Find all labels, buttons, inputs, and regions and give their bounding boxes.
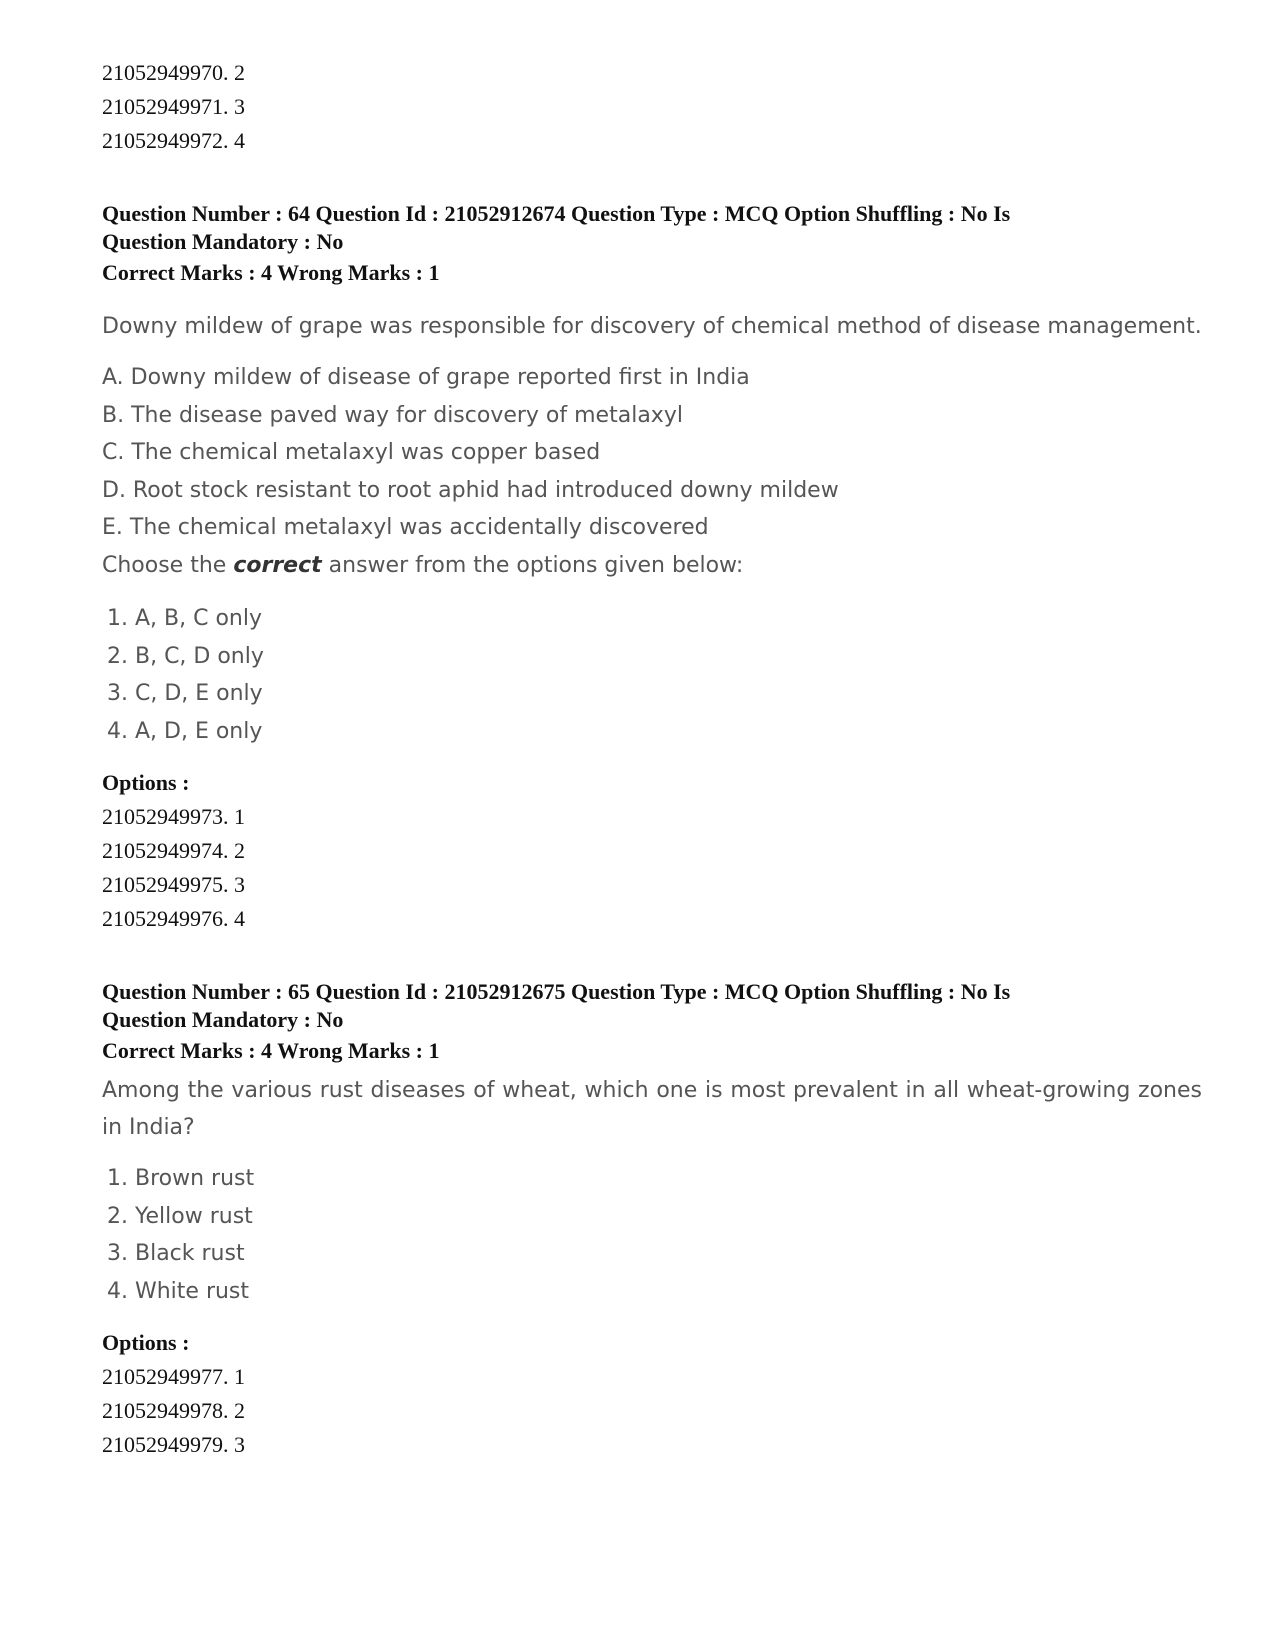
question-marks: Correct Marks : 4 Wrong Marks : 1	[102, 260, 440, 285]
answer-choice: 3. C, D, E only	[107, 681, 263, 706]
statement-item: A. Downy mildew of disease of grape reported first in India	[102, 365, 750, 390]
choose-prefix: Choose the	[102, 552, 234, 578]
options-list	[102, 800, 1202, 936]
option-id-line: 21052949975. 3	[102, 872, 245, 897]
question-meta-line: Question Number : 65 Question Id : 21052912675 Question Type : MCQ Option Shuffling : No Is	[102, 979, 1011, 1004]
answer-choice: 2. B, C, D only	[107, 643, 264, 669]
statement-items-list	[102, 359, 1202, 547]
option-id-line: 21052949976. 4	[102, 906, 245, 931]
question-statement: Downy mildew of grape was responsible for discovery of chemical method of disease management.	[102, 314, 1202, 339]
answer-choice: 1. A, B, C only	[107, 606, 262, 631]
question-statement: Among the various rust diseases of wheat, which one is most prevalent in all wheat-growing zones in India?	[102, 1078, 1202, 1140]
question-65	[102, 978, 1202, 1462]
question-marks: Correct Marks : 4 Wrong Marks : 1	[102, 1038, 440, 1063]
choose-emphasis: correct	[233, 552, 322, 578]
option-id-line: 21052949978. 2	[102, 1398, 245, 1423]
option-id-line: 21052949974. 2	[102, 838, 245, 863]
previous-options-list	[102, 56, 1202, 158]
question-meta-line: Question Mandatory : No	[102, 1007, 344, 1032]
choose-instruction	[102, 547, 1202, 585]
question-meta-line: Question Mandatory : No	[102, 229, 344, 254]
option-id-line: 21052949970. 2	[102, 60, 245, 85]
choose-suffix: answer from the options given below:	[321, 552, 744, 578]
statement-item: B. The disease paved way for discovery of metalaxyl	[102, 402, 683, 428]
answer-choice: 3. Black rust	[107, 1241, 245, 1266]
option-id-line: 21052949973. 1	[102, 804, 245, 829]
option-id-line: 21052949971. 3	[102, 94, 245, 119]
option-id-line: 21052949972. 4	[102, 128, 245, 153]
option-id-line: 21052949977. 1	[102, 1364, 245, 1389]
option-id-line: 21052949979. 3	[102, 1432, 245, 1457]
answer-choices-list	[102, 1160, 1202, 1310]
answer-choice: 4. A, D, E only	[107, 718, 263, 744]
options-label: Options :	[102, 770, 190, 795]
options-list	[102, 1360, 1202, 1462]
statement-item: D. Root stock resistant to root aphid had introduced downy mildew	[102, 477, 839, 503]
statement-item: E. The chemical metalaxyl was accidentally discovered	[102, 515, 709, 540]
answer-choice: 1. Brown rust	[107, 1166, 255, 1191]
question-64	[102, 200, 1202, 936]
answer-choices-list	[102, 600, 1202, 750]
question-meta-line: Question Number : 64 Question Id : 21052912674 Question Type : MCQ Option Shuffling : No Is	[102, 201, 1011, 226]
statement-item: C. The chemical metalaxyl was copper based	[102, 440, 601, 465]
question-paper-page	[102, 56, 1202, 1462]
options-label: Options :	[102, 1330, 190, 1355]
answer-choice: 2. Yellow rust	[107, 1203, 253, 1229]
answer-choice: 4. White rust	[107, 1278, 250, 1304]
